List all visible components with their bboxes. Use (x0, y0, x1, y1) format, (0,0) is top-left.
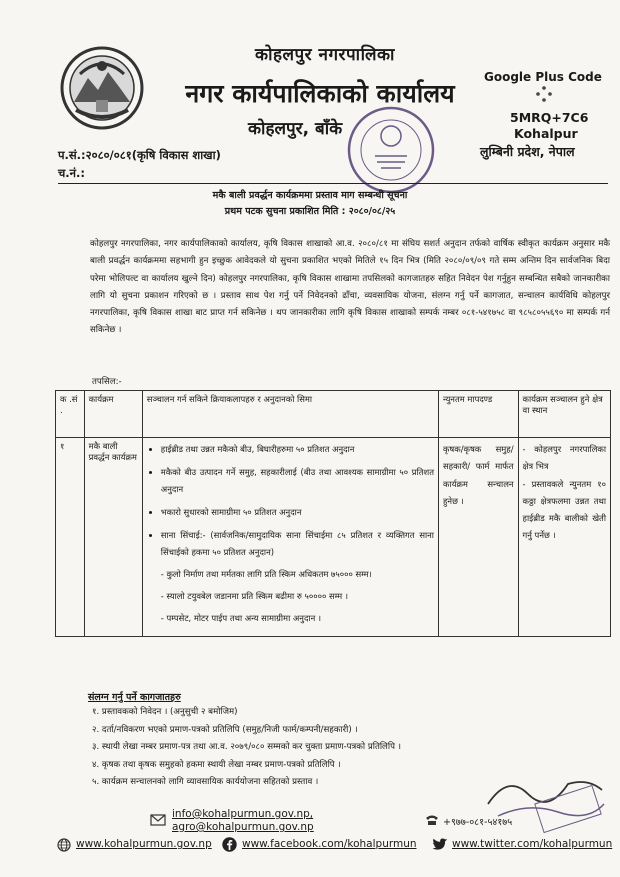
activity-irrigation: साना सिंचाई:- (सार्वजनिक/सामुदायिक साना सिंचाईमा ८५ प्रतिशत र व्यक्तिगत साना सिंचाईको हकमा ५० प्रतिशत अनुदान) (160, 530, 434, 557)
mail-icon (150, 814, 166, 826)
plus-code-dots-icon (536, 86, 552, 102)
document-item: ४. कृषक तथा कृषक समुहको हकमा स्थायी लेखा नम्बर प्रमाण-पत्रको प्रतिलिपि । (92, 759, 341, 770)
cell-sn: १ (56, 438, 85, 637)
table-header-row (56, 391, 611, 438)
documents-heading: संलग्न गर्नु पर्ने कागजातहरु (88, 692, 181, 703)
col-header-criteria: न्युनतम मापदण्ड (438, 391, 518, 438)
activity-list (147, 441, 434, 627)
municipality-name: कोहलपुर नगरपालिका (255, 45, 395, 65)
activity-item: • मकैको बीउ उत्पादन गर्ने समुह, सहकारीलाई (बीउ तथा आवश्यक सामाग्रीमा ५० प्रतिशत अनुदान (161, 464, 434, 498)
cell-criteria (438, 438, 518, 637)
area-text-2: - प्रस्तावकले न्युनतम १० कठ्ठा क्षेत्रफलमा उन्नत तथा हाईब्रीड मकै बालीको खेती गर्नु पर्नेछ । (522, 478, 606, 541)
criteria-text: कृषक/कृषक समुह/ सहकारी/ फार्म मार्फत कार्यक्रम सन्चालन हुनेछ । (442, 444, 514, 506)
document-item: ५. कार्यक्रम सन्चालनको लागि व्यावसायिक कार्ययोजना सहितको प्रस्ताव । (92, 777, 319, 787)
notice-body: कोहलपुर नगरपालिका, नगर कार्यपालिकाको कार्यालय, कृषि विकास शाखाको आ.व. २०८०/८१ मा संघिय सशर्त अनुदान तर्फको वार्षिक स्वीकृत कार्यक्रम अनुसार मकै बाली प्रवर्द्धन कार्यक्रममा सहभागी हुन इच्छुक आवेदकले यो सुचना प्रकाशित भएको मितिले १५ दिन भित्र (मिति २०८०/०९/०९ गते सम्म अन्तिम दिन सार्वजनिक बिदा परेमा भोलिपल्ट वा कार्यालय खुल्ने दिन) कोहलपुर नगरपालिका, कृषि विकास शाखामा तपसिलको कागजातहरु सहित निवेदन पेश गर्नुहुन सम्बन्धित सबैको जानकारीका लागि यो सुचना प्रकाशन गरिएको छ । प्रस्ताव साथ पेश गर्नु पर्ने निवेदनको ढाँचा, व्यवसायिक योजना, संलग्न गर्नु पर्ने कागजात, सन्चालन कार्यविधि कोहलपुर नगरपालिका, कृषि विकास शाखा बाट प्राप्त गर्न सकिनेछ । थप जानकारीका लागि कृषि विकास शाखाको सम्पर्क नम्बर ०८१-५४१७५८ वा ९८५८०५५६९० मा सम्पर्क गर्न सकिनेछ । (90, 239, 610, 336)
area-text-1: - कोहलपुर नगरपालिका क्षेत्र भित्र (522, 444, 606, 472)
plus-code-province: लुम्बिनी प्रदेश, नेपाल (480, 144, 575, 159)
notice-date: प्रथम पटक सुचना प्रकाशित मिति : २०८०/०८/२५ (224, 206, 396, 217)
details-label: तपसिल:- (92, 377, 122, 387)
twitter-link[interactable]: www.twitter.com/kohalpurmun (452, 838, 613, 850)
email-info-link[interactable]: info@kohalpurmun.gov.np, (172, 808, 314, 820)
activity-item: • हाईब्रीड तथा उन्नत मकैको बीउ, बिघारीहरुमा ५० प्रतिशत अनुदान (161, 441, 434, 458)
phone-icon (425, 814, 439, 826)
website-link[interactable]: www.kohalpurmun.gov.np (76, 838, 212, 850)
plus-code-value: 5MRQ+7C6 (510, 110, 589, 125)
activity-item: • भकारो सुधारको सामाग्रीमा ५० प्रतिशत अनुदान (161, 504, 434, 521)
col-header-program: कार्यक्रम (84, 391, 142, 438)
document-item: २. दर्ता/नविकरण भएको प्रमाण-पत्रको प्रतिलिपि (समुह/निजी फार्म/कम्पनी/सहकारी) । (92, 724, 358, 735)
document-item: ३. स्थायी लेखा नम्बर प्रमाण-पत्र तथा आ.व. २०७९/०८० सम्मको कर चुक्ता प्रमाण-पत्रको प्रतिलिपि । (92, 742, 401, 752)
cell-activities (142, 438, 438, 637)
document-item: १. प्रस्तावकको निवेदन । (अनुसुची २ बमोजिम) (92, 707, 238, 717)
office-place: कोहलपुर, बाँके (248, 119, 343, 139)
facebook-link[interactable]: www.facebook.com/kohalpurmun (242, 838, 417, 850)
notice-title: मकै बाली प्रवर्द्धन कार्यक्रममा प्रस्ताव माग सम्बन्धी सूचना (212, 190, 408, 201)
activity-sub-item: - कुलो निर्माण तथा मर्मतका लागि प्रति स्किम अधिकतम ७५००० सम्म। (160, 569, 372, 579)
facebook-icon (222, 837, 237, 852)
cell-program: मकै बाली प्रवर्द्धन कार्यक्रम (84, 438, 142, 637)
table-row (56, 438, 611, 637)
reference-number: प.सं.:२०८०/०८१(कृषि विकास शाखा) (58, 148, 221, 162)
col-header-sn: क .सं . (56, 391, 85, 438)
email-agro-link[interactable]: agro@kohalpurmun.gov.np (172, 821, 314, 833)
phone-number: +९७७-०८१-५४१७५ (443, 817, 513, 828)
cell-area (518, 438, 610, 637)
col-header-activities: सञ्चालन गर्न सकिने क्रियाकलापहरु र अनुदानको सिमा (142, 391, 438, 438)
plus-code-place: Kohalpur (514, 126, 578, 141)
header-divider (58, 183, 608, 184)
nepal-emblem-icon (58, 44, 146, 132)
dispatch-number: च.नं.: (58, 166, 86, 180)
program-table (55, 390, 611, 637)
activity-sub-item: - स्यालो टयुवबेल जडानमा प्रति स्किम बढीमा रु ५०००० सम्म । (160, 591, 349, 601)
office-title: नगर कार्यपालिकाको कार्यालय (185, 79, 455, 108)
col-header-area: कार्यक्रम सञ्चालन हुने क्षेत्र वा स्थान (518, 391, 610, 438)
twitter-icon (432, 838, 448, 852)
activity-item (161, 527, 434, 627)
plus-code-title: Google Plus Code (484, 70, 602, 84)
globe-icon (57, 838, 71, 852)
activity-sub-item: - पम्पसेट, मोटर पाईप तथा अन्य सामाग्रीमा अनुदान । (160, 613, 322, 623)
